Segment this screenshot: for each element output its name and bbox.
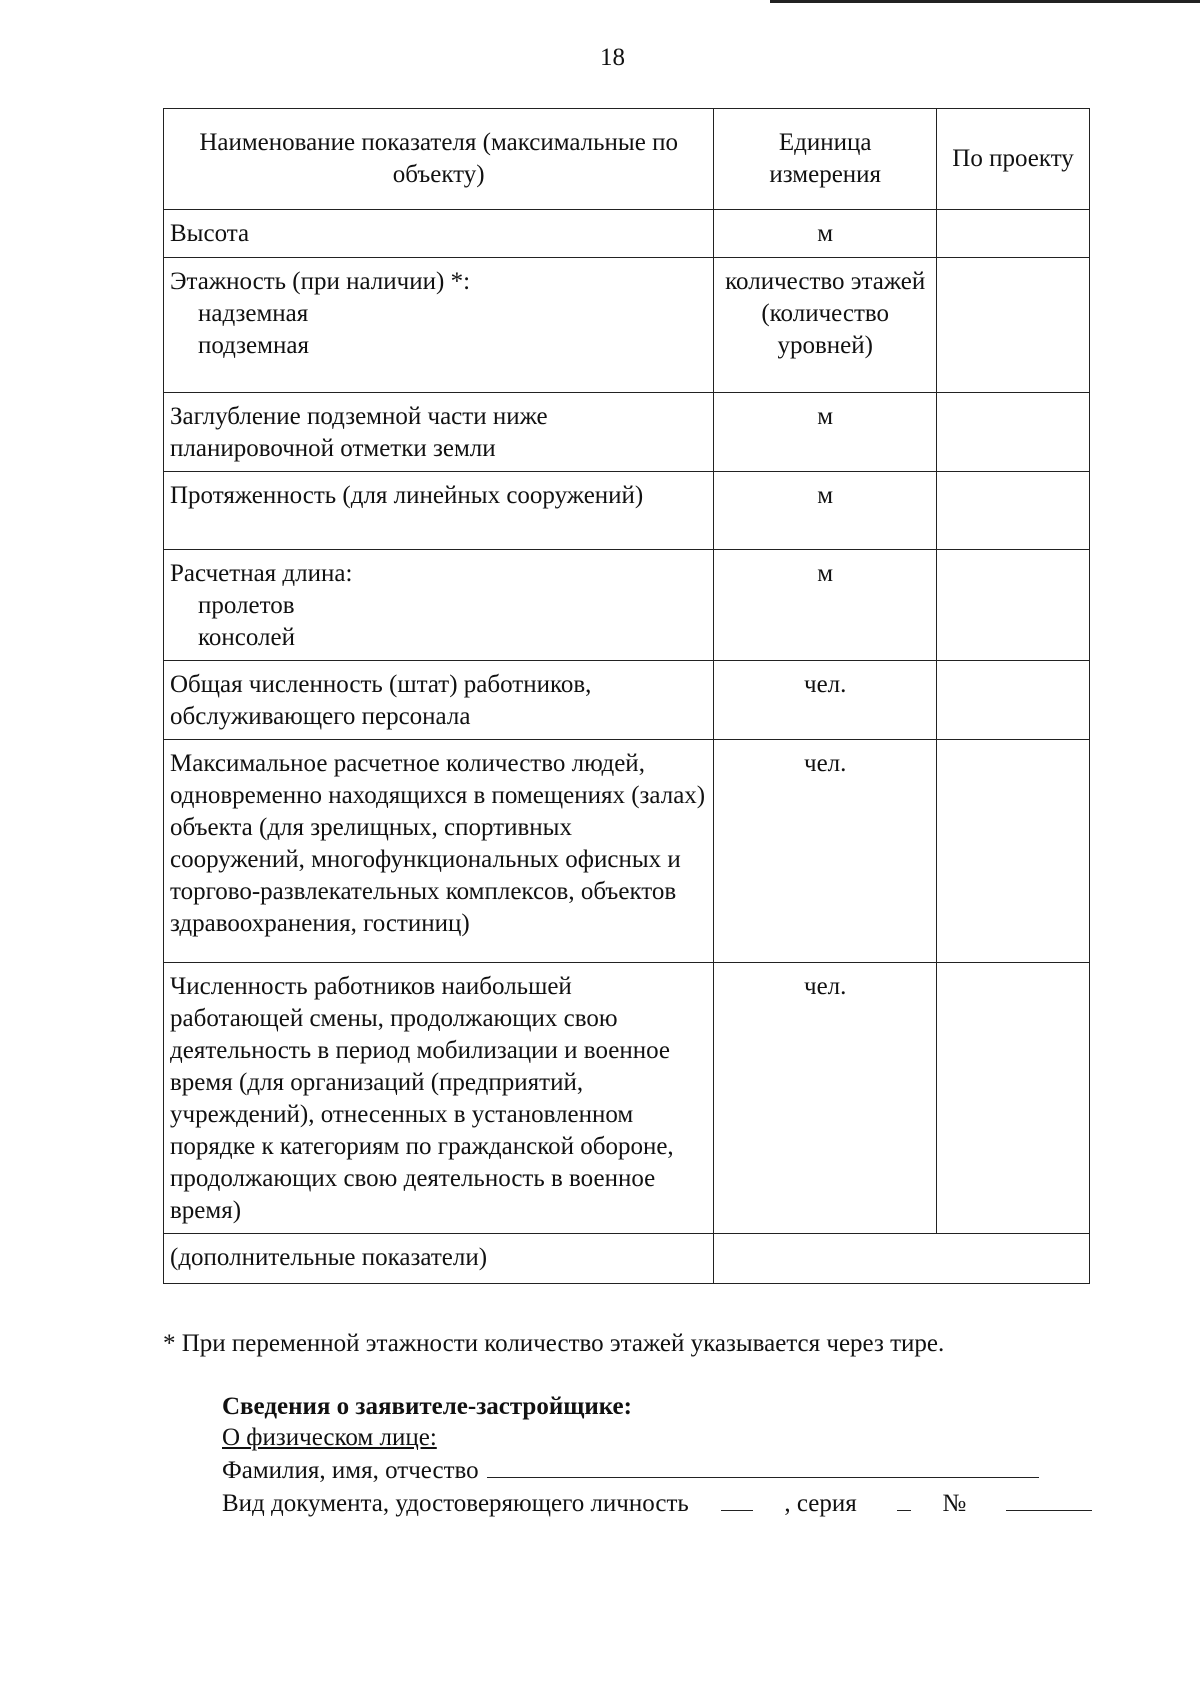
- identity-document-line: [222, 1486, 1092, 1519]
- indicator-name: Расчетная длина:: [170, 560, 353, 587]
- table-body: [164, 210, 1090, 1284]
- indicator-name-cell: [164, 210, 714, 258]
- indicator-name-cell: [164, 661, 714, 740]
- table-header-row: [164, 109, 1090, 210]
- indicator-name: Заглубление подземной части ниже планировочной отметки земли: [170, 403, 548, 462]
- indicator-name-cell: [164, 258, 714, 393]
- unit-cell: количество этажей (количество уровней): [714, 258, 937, 393]
- additional-indicators-value[interactable]: [714, 1234, 1090, 1284]
- unit-cell: чел.: [714, 740, 937, 963]
- top-edge-rule: [770, 0, 1200, 3]
- header-unit: Единица измерения: [714, 109, 937, 210]
- footnote: * При переменной этажности количество этажей указывается через тире.: [163, 1330, 945, 1357]
- table-row: [164, 393, 1090, 472]
- unit-cell: м: [714, 210, 937, 258]
- additional-indicators-label: (дополнительные показатели): [164, 1234, 714, 1284]
- table-row: [164, 550, 1090, 661]
- indicator-name: Высота: [170, 220, 250, 247]
- additional-indicators-row: [164, 1234, 1090, 1284]
- project-value-cell[interactable]: [937, 963, 1090, 1234]
- indicator-name: Общая численность (штат) работников, обслуживающего персонала: [170, 671, 592, 730]
- project-value-cell[interactable]: [937, 472, 1090, 550]
- series-field[interactable]: [897, 1486, 911, 1511]
- project-value-cell[interactable]: [937, 740, 1090, 963]
- project-value-cell[interactable]: [937, 661, 1090, 740]
- unit-cell: чел.: [714, 963, 937, 1234]
- indicator-name-cell: [164, 472, 714, 550]
- table-row: [164, 472, 1090, 550]
- indicator-subitem: пролетов: [198, 592, 295, 619]
- full-name-line: [222, 1453, 1092, 1486]
- table-row: [164, 661, 1090, 740]
- applicant-title: Сведения о заявителе-застройщике:: [222, 1393, 632, 1420]
- number-field[interactable]: [1006, 1486, 1092, 1511]
- project-value-cell[interactable]: [937, 393, 1090, 472]
- indicator-name-cell: [164, 393, 714, 472]
- unit-cell: м: [714, 393, 937, 472]
- indicator-name-cell: [164, 963, 714, 1234]
- table-row: [164, 740, 1090, 963]
- table-row: [164, 963, 1090, 1234]
- number-label: №: [942, 1490, 967, 1517]
- indicator-name: Протяженность (для линейных сооружений): [170, 482, 644, 509]
- indicator-name: Максимальное расчетное количество людей, одновременно находящихся в помещениях (залах) объекта (для зрелищных, спортивных сооружений, многофункциональных офисных и торгово-развлекательных комплексов, объектов здравоохранения, гостиниц): [170, 750, 706, 937]
- header-indicator-name: Наименование показателя (максимальные по объекту): [164, 109, 714, 210]
- table-row: [164, 210, 1090, 258]
- document-type-field[interactable]: [721, 1486, 753, 1511]
- project-value-cell[interactable]: [937, 258, 1090, 393]
- full-name-label: Фамилия, имя, отчество: [222, 1457, 479, 1484]
- table-row: [164, 258, 1090, 393]
- indicator-subitem: подземная: [198, 332, 309, 359]
- page-number: 18: [600, 44, 625, 71]
- project-value-cell[interactable]: [937, 550, 1090, 661]
- indicator-name: Этажность (при наличии) *:: [170, 268, 471, 295]
- full-name-field[interactable]: [487, 1453, 1039, 1478]
- indicator-subitem: консолей: [198, 624, 295, 651]
- individual-subtitle: О физическом лице:: [222, 1424, 437, 1451]
- indicator-subitem: надземная: [198, 300, 309, 327]
- unit-cell: м: [714, 472, 937, 550]
- series-label: , серия: [784, 1490, 857, 1517]
- indicator-name: Численность работников наибольшей работающей смены, продолжающих свою деятельность в период мобилизации и военное время (для организаций (предприятий, учреждений), отнесенных в установленном порядке к категориям по гражданской обороне, продолжающих свою деятельность в военное время): [170, 973, 674, 1224]
- indicator-name-cell: [164, 740, 714, 963]
- indicator-name-cell: [164, 550, 714, 661]
- indicators-table: [163, 108, 1090, 1284]
- unit-cell: м: [714, 550, 937, 661]
- unit-cell: чел.: [714, 661, 937, 740]
- identity-document-label: Вид документа, удостоверяющего личность: [222, 1490, 689, 1517]
- header-project: По проекту: [937, 109, 1090, 210]
- applicant-section: [222, 1391, 1092, 1519]
- project-value-cell[interactable]: [937, 210, 1090, 258]
